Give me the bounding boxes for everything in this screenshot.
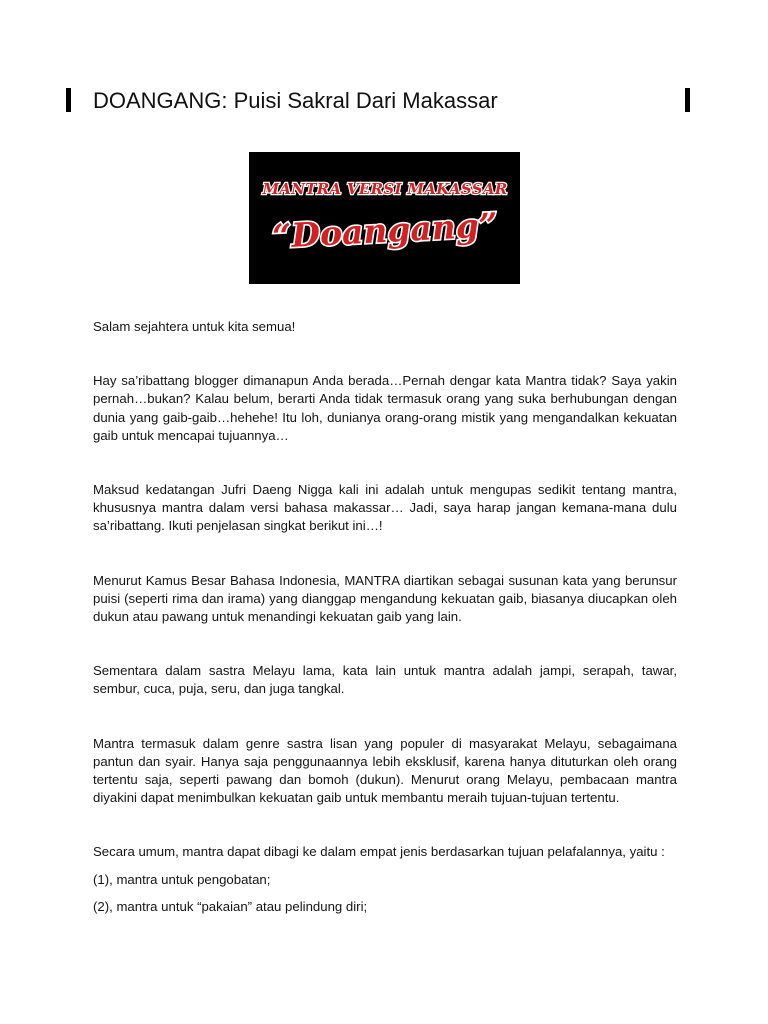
banner-top-text: MANTRA VERSI MAKASSAR bbox=[262, 180, 508, 198]
paragraph-intro: Hay sa’ribattang blogger dimanapun Anda berada…Pernah dengar kata Mantra tidak? Saya yakin pernah…bukan? Kalau belum, berarti Anda tidak termasuk orang yang suka berhubungan dengan dunia yang gaib-gaib…hehehe! Itu loh, dunianya orang-orang mistik yang mengandalkan kekuatan gaib untuk mencapai tujuannya… bbox=[93, 373, 677, 443]
mantra-banner-image bbox=[249, 152, 520, 284]
paragraph-malay-terms: Sementara dalam sastra Melayu lama, kata lain untuk mantra adalah jampi, serapah, tawar, sembur, cuca, puja, seru, dan juga tangkal. bbox=[93, 663, 677, 697]
page-title: DOANGANG: Puisi Sakral Dari Makassar bbox=[93, 88, 498, 113]
paragraph-purpose: Maksud kedatangan Jufri Daeng Nigga kali ini adalah untuk mengupas sedikit tentang mantra, khususnya mantra dalam versi bahasa makassar… Jadi, saya harap jangan kemana-mana dulu sa’ribattang. Ikuti penjelasan singkat berikut ini…! bbox=[93, 482, 677, 534]
list-item-type-2: (2), mantra untuk “pakaian” atau pelindung diri; bbox=[93, 898, 368, 914]
paragraph-genre: Mantra termasuk dalam genre sastra lisan yang populer di masyarakat Melayu, sebagaimana pantun dan syair. Hanya saja penggunaannya lebih eksklusif, karena hanya dituturkan oleh orang tertentu saja, seperti pawang dan bomoh (dukun). Menurut orang Melayu, pembacaan mantra diyakini dapat menimbulkan kekuatan gaib untuk membantu meraih tujuan-tujuan tertentu. bbox=[93, 735, 677, 806]
list-item-type-1: (1), mantra untuk pengobatan; bbox=[93, 871, 271, 887]
paragraph-definition: Menurut Kamus Besar Bahasa Indonesia, MANTRA diartikan sebagai susunan kata yang berunsur puisi (seperti rima dan irama) yang dianggap mengandung kekuatan gaib, biasanya diucapkan oleh dukun atau pawang untuk menandingi kekuatan gaib yang lain. bbox=[93, 572, 677, 625]
title-left-bar bbox=[66, 88, 71, 112]
article-body bbox=[93, 318, 677, 925]
paragraph-greeting: Salam sejahtera untuk kita semua! bbox=[93, 319, 296, 334]
title-right-bar bbox=[685, 88, 690, 112]
title-row bbox=[66, 86, 690, 116]
paragraph-types-intro: Secara umum, mantra dapat dibagi ke dalam empat jenis berdasarkan tujuan pelafalannya, yaitu : bbox=[93, 844, 665, 860]
banner-graphic bbox=[249, 152, 520, 284]
banner-main-text: “Doangang” bbox=[271, 205, 499, 256]
